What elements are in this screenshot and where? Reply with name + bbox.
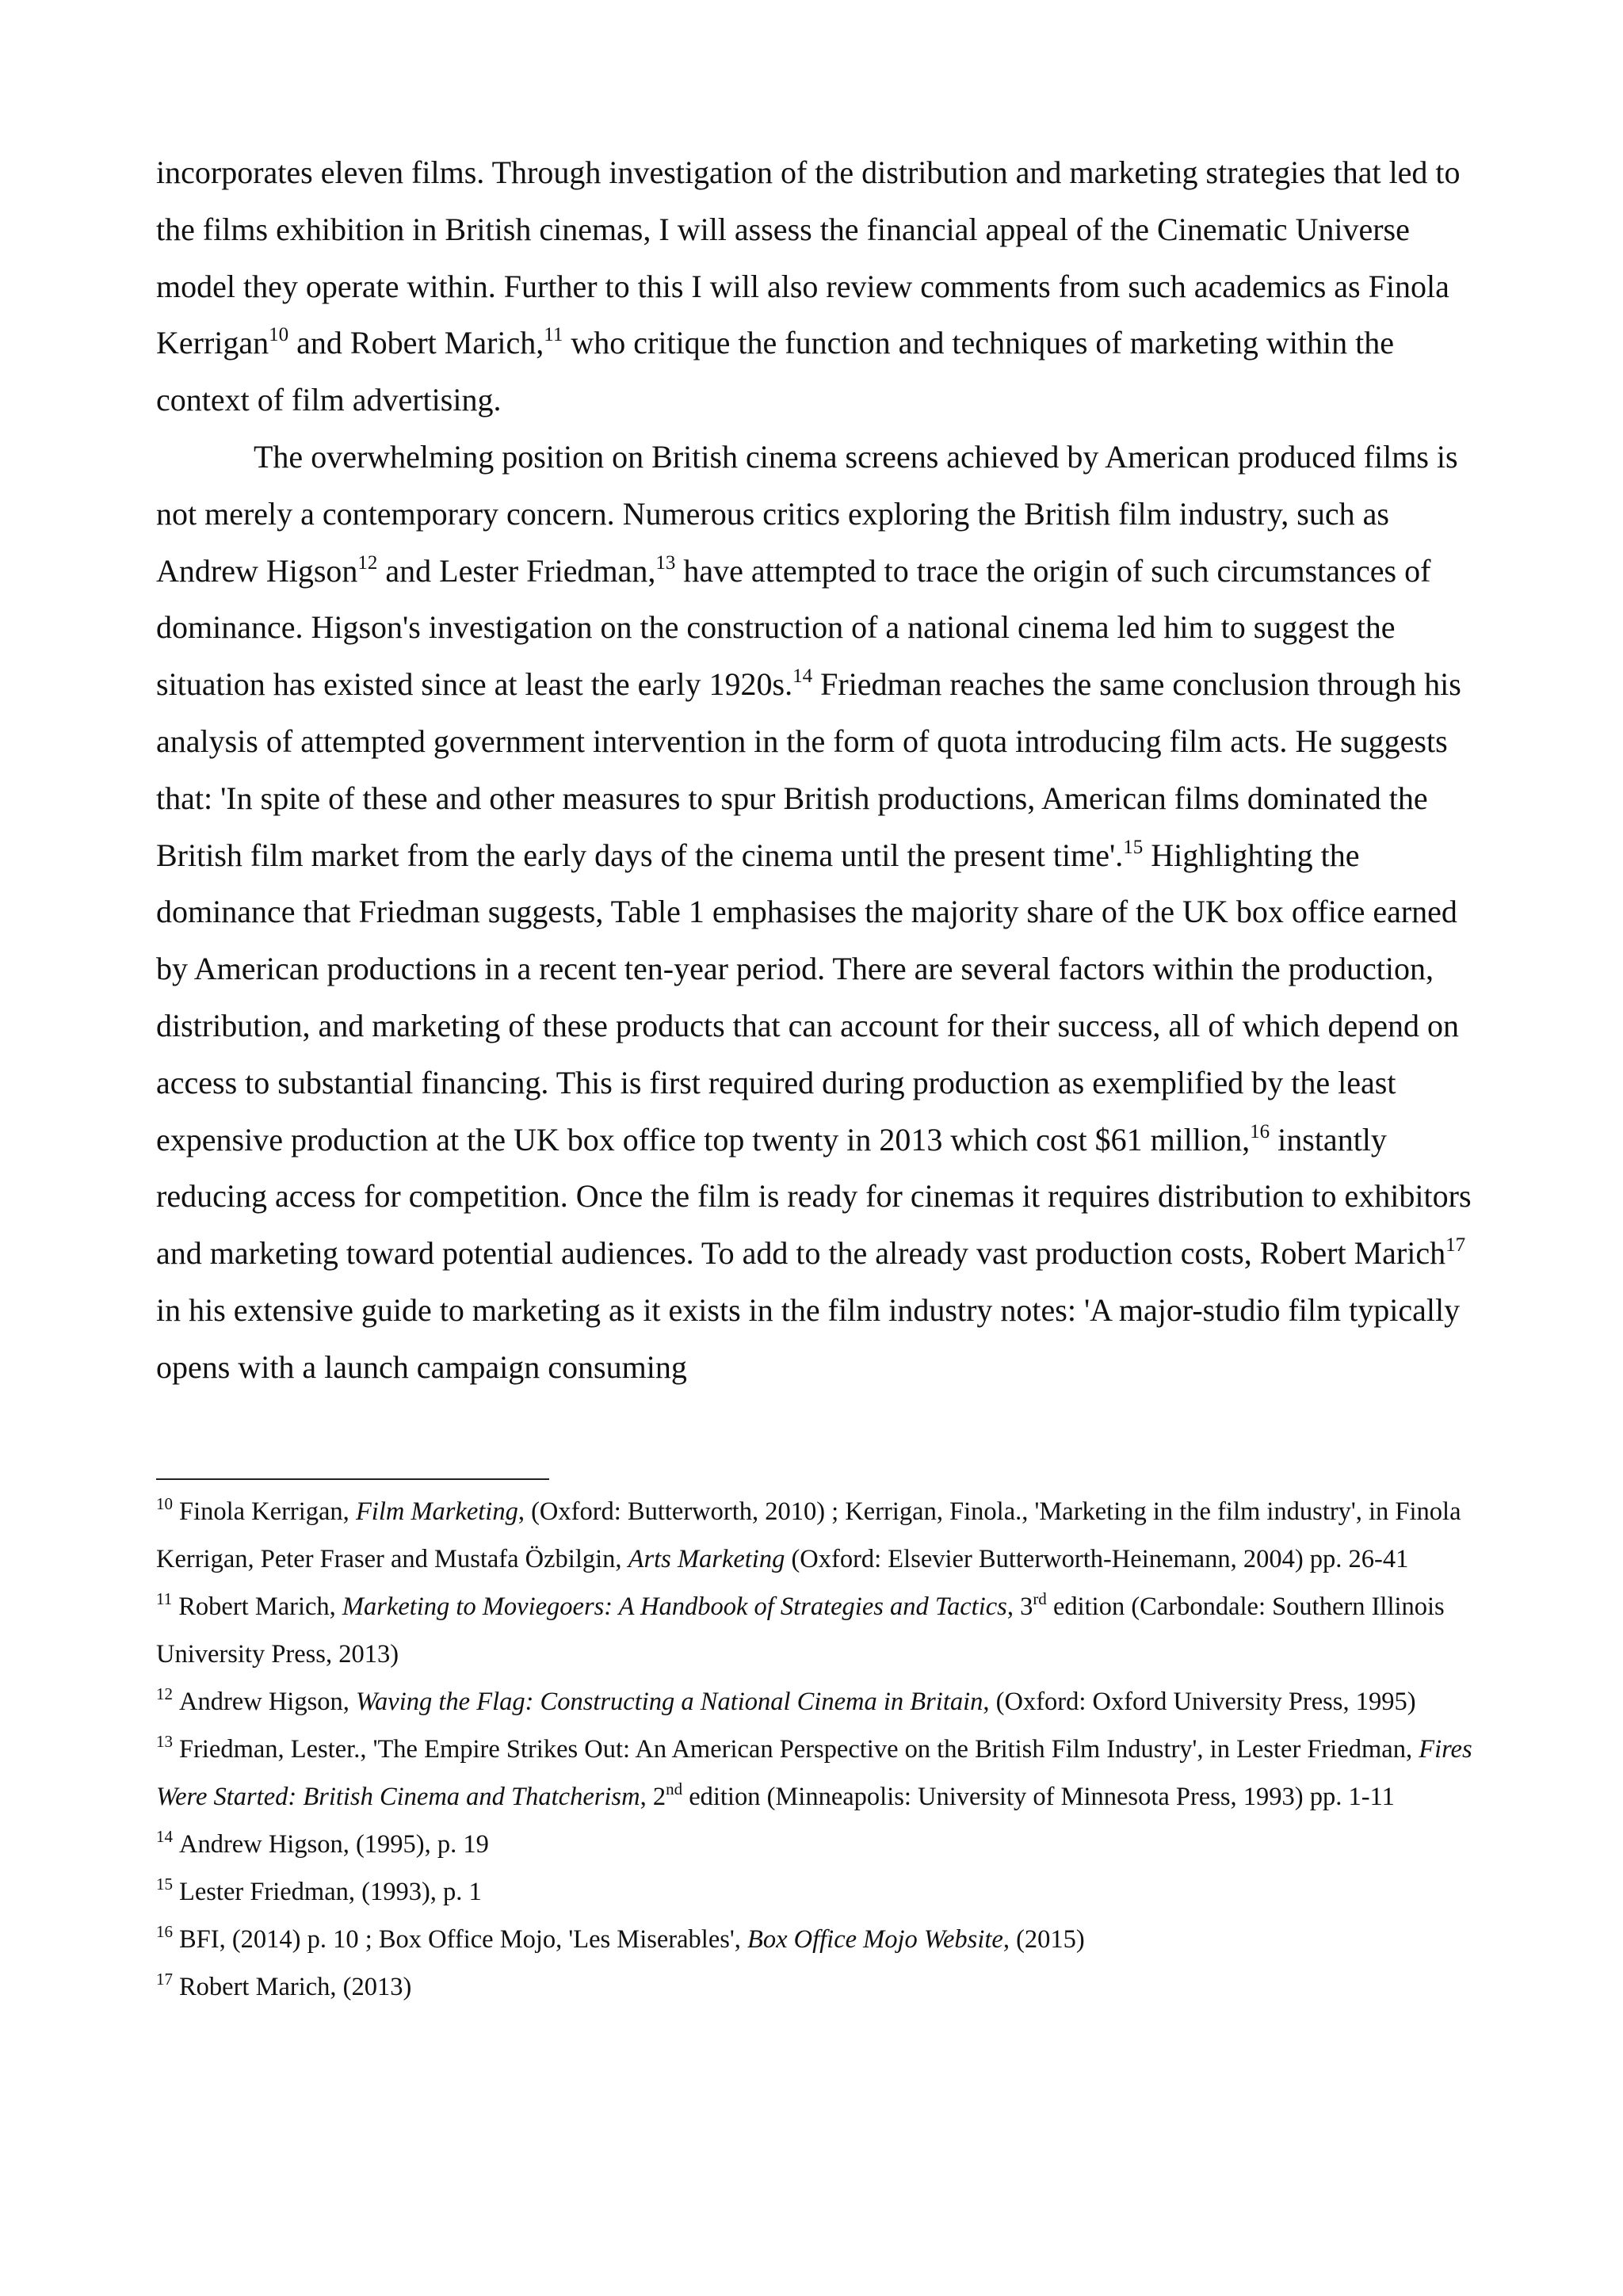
footnote-text: , (Oxford: Butterworth, 2010) ; Kerrigan, Finola., 'Marketing in the film industry', in Finola Kerrigan, Peter Fraser and Mustafa Özbilgin, <box>156 1497 1461 1573</box>
footnote-text: , (2015) <box>1002 1925 1085 1954</box>
footnote-15 <box>156 1868 1487 1916</box>
footnote-ref-17[interactable]: 17 <box>1445 1234 1466 1257</box>
footnote-title: Arts Marketing <box>628 1545 785 1573</box>
footnote-number: 11 <box>156 1589 173 1608</box>
paragraph-2 <box>156 429 1487 1396</box>
footnote-16 <box>156 1916 1487 1963</box>
footnote-14 <box>156 1821 1487 1868</box>
footnote-17 <box>156 1963 1487 2011</box>
footnote-text: Andrew Higson, <box>179 1688 356 1716</box>
footnote-text: Robert Marich, <box>178 1592 342 1621</box>
footnote-text: edition (Minneapolis: University of Minnesota Press, 1993) pp. 1-11 <box>682 1783 1395 1811</box>
footnote-text: , 2 <box>640 1783 666 1811</box>
footnote-ref-12[interactable]: 12 <box>357 551 378 574</box>
footnote-text: (Oxford: Elsevier Butterworth-Heinemann, 2004) pp. 26-41 <box>785 1545 1409 1573</box>
paragraph-1 <box>156 144 1487 429</box>
footnote-number: 13 <box>156 1732 173 1751</box>
footnote-title: Fires Were Started: British Cinema and Thatcherism <box>156 1735 1472 1811</box>
footnote-10 <box>156 1488 1487 1583</box>
footnote-12 <box>156 1678 1487 1726</box>
footnote-ref-15[interactable]: 15 <box>1123 836 1144 858</box>
footnote-text: Friedman, Lester., 'The Empire Strikes Out: An American Perspective on the British Film Industry', in Lester Friedman, <box>179 1735 1419 1764</box>
footnote-text: Finola Kerrigan, <box>179 1497 356 1526</box>
footnote-ref-13[interactable]: 13 <box>655 551 676 574</box>
footnote-ref-11[interactable]: 11 <box>544 324 563 346</box>
footnote-title: Box Office Mojo Website <box>747 1925 1003 1954</box>
footnote-ref-10[interactable]: 10 <box>269 324 289 346</box>
footnote-title: Marketing to Moviegoers: A Handbook of Strategies and Tactics <box>342 1592 1007 1621</box>
text-run: Friedman reaches the same conclusion through his analysis of attempted government intervention in the form of quota introducing film acts. He suggests that: 'In spite of these and other measures to spur British productions, American films dominated the British film market from the early days of the cinema until the present time'. <box>156 666 1461 873</box>
footnotes <box>156 1488 1487 2011</box>
footnote-text: , 3 <box>1006 1592 1033 1621</box>
footnote-number: 12 <box>156 1684 173 1703</box>
footnote-text: Robert Marich, (2013) <box>179 1973 412 2001</box>
footnote-text: edition (Carbondale: Southern Illinois University Press, 2013) <box>156 1592 1445 1669</box>
footnote-13 <box>156 1726 1487 1821</box>
footnote-11 <box>156 1583 1487 1678</box>
ordinal-suffix: nd <box>666 1779 683 1798</box>
footnote-number: 10 <box>156 1494 173 1513</box>
text-run: in his extensive guide to marketing as it exists in the film industry notes: 'A major-studio film typically opens with a launch campaign consuming <box>156 1291 1461 1385</box>
text-run: and Robert Marich, <box>288 325 544 361</box>
footnote-ref-14[interactable]: 14 <box>792 666 813 688</box>
text-run: who critique the function and techniques of marketing within the context of film advertising. <box>156 325 1394 418</box>
footnote-number: 17 <box>156 1970 173 1989</box>
text-run: The overwhelming position on British cinema screens achieved by American produced films is not merely a contemporary concern. Numerous critics exploring the British film industry, such as Andrew Higson <box>156 438 1458 589</box>
body-text <box>156 144 1487 1396</box>
footnote-number: 16 <box>156 1922 173 1941</box>
footnote-text: Andrew Higson, (1995), p. 19 <box>179 1830 489 1859</box>
footnote-number: 14 <box>156 1827 173 1846</box>
footnote-ref-16[interactable]: 16 <box>1250 1120 1270 1142</box>
text-run: incorporates eleven films. Through investigation of the distribution and marketing strategies that led to the films exhibition in British cinemas, I will assess the financial appeal of the Cinematic Universe model they operate within. Further to this I will also review comments from such academics as Finola Kerrigan <box>156 154 1461 361</box>
footnote-separator <box>156 1478 549 1480</box>
footnote-title: Waving the Flag: Constructing a National Cinema in Britain <box>355 1688 983 1716</box>
text-run: Highlighting the dominance that Friedman suggests, Table 1 emphasises the majority share of the UK box office earned by American productions in a recent ten-year period. There are several factors within the production, distribution, and marketing of these products that can account for their success, all of which depend on access to substantial financing. This is first required during production as exemplified by the least expensive production at the UK box office top twenty in 2013 which cost $61 million, <box>156 837 1459 1158</box>
text-run: have attempted to trace the origin of such circumstances of dominance. Higson's investigation on the construction of a national cinema led him to suggest the situation has existed since at least the early 1920s. <box>156 552 1431 703</box>
footnote-number: 15 <box>156 1875 173 1894</box>
footnote-text: , (Oxford: Oxford University Press, 1995) <box>983 1688 1416 1716</box>
footnote-text: BFI, (2014) p. 10 ; Box Office Mojo, 'Les Miserables', <box>179 1925 747 1954</box>
text-run: instantly reducing access for competition. Once the film is ready for cinemas it requires distribution to exhibitors and marketing toward potential audiences. To add to the already vast production costs, Robert Marich <box>156 1121 1472 1272</box>
ordinal-suffix: rd <box>1033 1589 1047 1608</box>
footnote-title: Film Marketing <box>355 1497 518 1526</box>
footnote-text: Lester Friedman, (1993), p. 1 <box>179 1878 482 1906</box>
text-run: and Lester Friedman, <box>377 552 656 589</box>
